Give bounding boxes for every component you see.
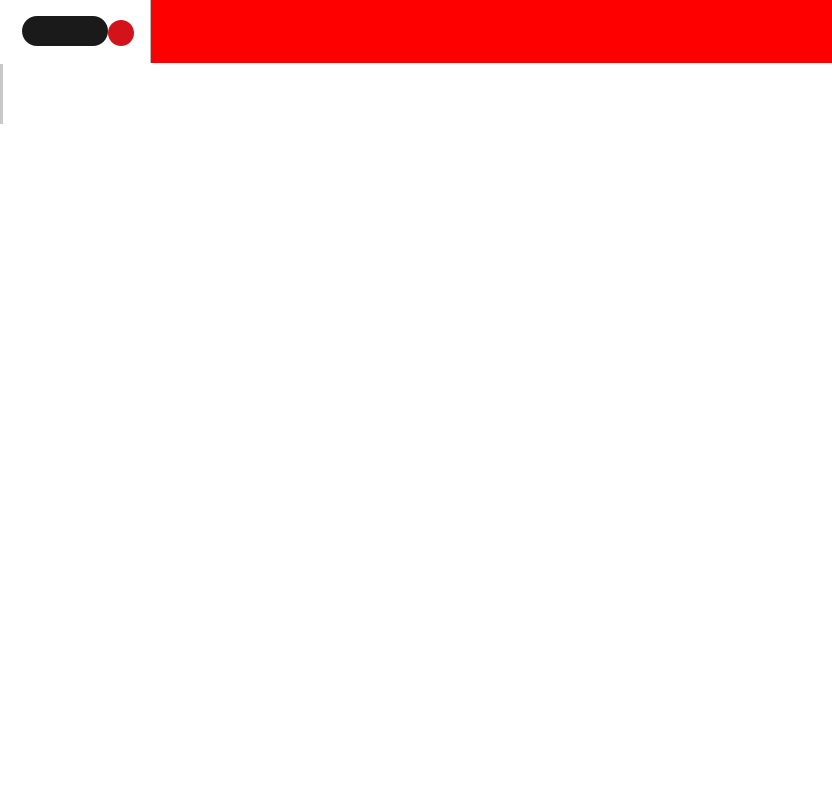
top-row-label[interactable]	[2, 106, 3, 124]
header-row	[1, 65, 3, 106]
logo-cell	[0, 0, 151, 63]
logo-badge	[108, 20, 134, 46]
title-bar	[151, 0, 832, 63]
top-row	[1, 106, 3, 124]
results-table	[0, 64, 3, 124]
logo-oval	[22, 16, 108, 46]
name-header[interactable]	[2, 65, 3, 106]
